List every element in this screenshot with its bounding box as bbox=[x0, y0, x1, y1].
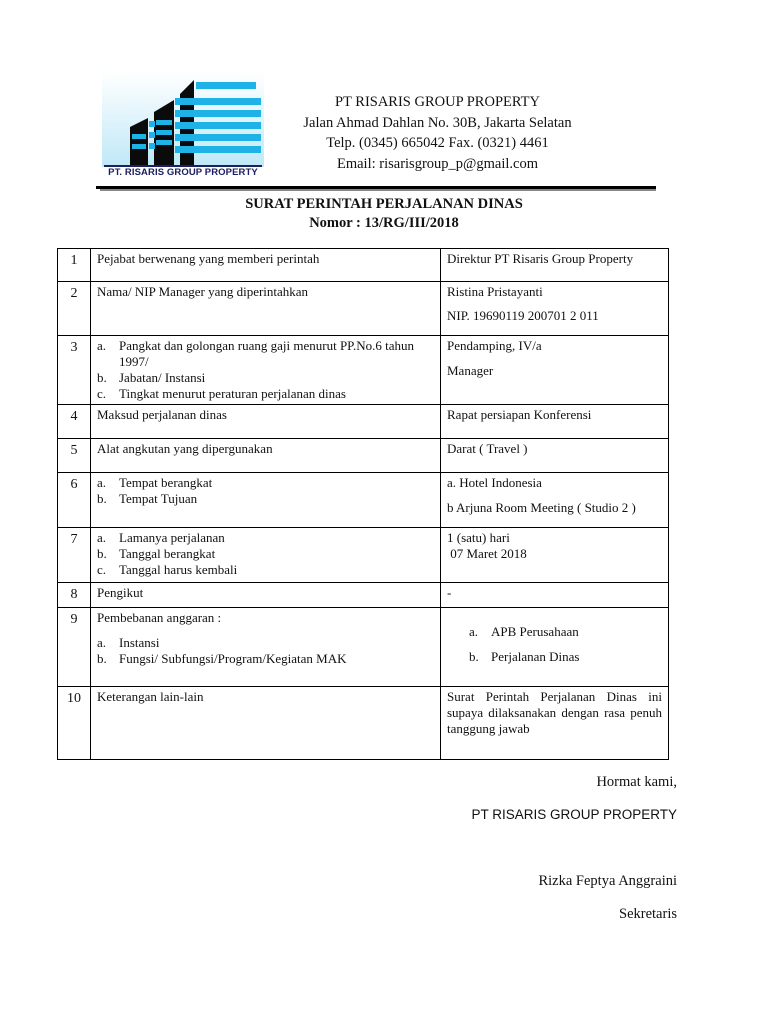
table-row bbox=[58, 439, 669, 473]
list-item bbox=[469, 624, 662, 640]
list-item bbox=[97, 370, 434, 386]
travel-order-table bbox=[57, 248, 669, 760]
list-marker: b. bbox=[97, 546, 107, 561]
row-number: 3 bbox=[58, 336, 91, 405]
table-row bbox=[58, 336, 669, 405]
logo-text: PT. RISARIS GROUP PROPERTY bbox=[108, 167, 258, 178]
list-item bbox=[97, 530, 434, 546]
list-marker: b. bbox=[97, 370, 107, 385]
row-number: 1 bbox=[58, 249, 91, 282]
closing-salutation: Hormat kami, bbox=[596, 774, 677, 790]
employee-name: Ristina Pristayanti bbox=[447, 284, 543, 299]
list-item bbox=[97, 562, 434, 578]
list-item bbox=[97, 475, 434, 491]
list-text: Tanggal berangkat bbox=[119, 546, 216, 561]
departure-date: 07 Maret 2018 bbox=[447, 546, 527, 561]
row-label bbox=[91, 528, 441, 583]
list-text: Tingkat menurut peraturan perjalanan dinas bbox=[119, 386, 346, 401]
list-text: Pangkat dan golongan ruang gaji menurut PP.No.6 tahun 1997/ bbox=[119, 338, 414, 369]
list-marker: a. bbox=[97, 530, 107, 545]
table-row bbox=[58, 583, 669, 608]
signer-name: Rizka Feptya Anggraini bbox=[538, 873, 677, 889]
list-marker: b. bbox=[97, 491, 107, 506]
table-row bbox=[58, 405, 669, 439]
row-value: Surat Perintah Perjalanan Dinas ini supaya dilaksanakan dengan rasa penuh tanggung jawab bbox=[441, 687, 669, 760]
rank-value: Pendamping, IV/a bbox=[447, 338, 542, 353]
duration-value: 1 (satu) hari bbox=[447, 530, 510, 545]
company-logo bbox=[102, 72, 264, 182]
row-label: Maksud perjalanan dinas bbox=[91, 405, 441, 439]
row-label: Pengikut bbox=[91, 583, 441, 608]
list-text: Jabatan/ Instansi bbox=[119, 370, 206, 385]
table-row bbox=[58, 687, 669, 760]
table-row bbox=[58, 473, 669, 528]
table-row bbox=[58, 249, 669, 282]
list-text: Perjalanan Dinas bbox=[491, 649, 580, 664]
list-text: Tempat Tujuan bbox=[119, 491, 198, 506]
table-row bbox=[58, 608, 669, 687]
company-address: Jalan Ahmad Dahlan No. 30B, Jakarta Selatan bbox=[303, 114, 572, 131]
row-value bbox=[441, 336, 669, 405]
list-item bbox=[97, 635, 434, 651]
table-row bbox=[58, 282, 669, 336]
list-text: APB Perusahaan bbox=[491, 624, 579, 639]
list-item bbox=[97, 338, 434, 370]
row-label bbox=[91, 336, 441, 405]
list-marker: b. bbox=[97, 651, 107, 666]
row-number: 9 bbox=[58, 608, 91, 687]
row-number: 7 bbox=[58, 528, 91, 583]
list-item bbox=[469, 649, 662, 665]
document-title: SURAT PERINTAH PERJALANAN DINAS bbox=[245, 196, 523, 212]
row-value bbox=[441, 608, 669, 687]
list-marker: b. bbox=[469, 649, 479, 664]
list-text: Lamanya perjalanan bbox=[119, 530, 225, 545]
row-value: Direktur PT Risaris Group Property bbox=[441, 249, 669, 282]
row-value: Rapat persiapan Konferensi bbox=[441, 405, 669, 439]
list-marker: a. bbox=[97, 475, 107, 490]
list-text: Fungsi/ Subfungsi/Program/Kegiatan MAK bbox=[119, 651, 347, 666]
row-number: 10 bbox=[58, 687, 91, 760]
signer-position: Sekretaris bbox=[619, 906, 677, 922]
list-text: Tanggal harus kembali bbox=[119, 562, 238, 577]
list-item bbox=[97, 386, 434, 402]
list-item bbox=[97, 546, 434, 562]
row-label bbox=[91, 473, 441, 528]
list-marker: a. bbox=[97, 635, 107, 650]
row-value bbox=[441, 528, 669, 583]
employee-nip: NIP. 19690119 200701 2 011 bbox=[447, 308, 599, 323]
row-label: Keterangan lain-lain bbox=[91, 687, 441, 760]
row-value bbox=[441, 282, 669, 336]
table-row bbox=[58, 528, 669, 583]
building-logo-graphic bbox=[102, 72, 264, 167]
company-phone: Telp. (0345) 665042 Fax. (0321) 4461 bbox=[326, 135, 549, 151]
row-number: 6 bbox=[58, 473, 91, 528]
list-marker: a. bbox=[97, 338, 107, 353]
list-marker: c. bbox=[97, 562, 107, 577]
list-marker: a. bbox=[469, 624, 479, 639]
list-item bbox=[97, 651, 434, 667]
letterhead-rule-shadow bbox=[100, 189, 656, 191]
destination-place: b Arjuna Room Meeting ( Studio 2 ) bbox=[447, 500, 636, 515]
row-label: Nama/ NIP Manager yang diperintahkan bbox=[91, 282, 441, 336]
row-number: 2 bbox=[58, 282, 91, 336]
row-value: - bbox=[441, 583, 669, 608]
row-number: 8 bbox=[58, 583, 91, 608]
row-label bbox=[91, 608, 441, 687]
row-value bbox=[441, 473, 669, 528]
letterhead bbox=[270, 92, 605, 174]
list-text: Instansi bbox=[119, 635, 160, 650]
row-value: Darat ( Travel ) bbox=[441, 439, 669, 473]
document-number: Nomor : 13/RG/III/2018 bbox=[309, 215, 459, 231]
row-number: 5 bbox=[58, 439, 91, 473]
row-label: Pejabat berwenang yang memberi perintah bbox=[91, 249, 441, 282]
budget-label: Pembebanan anggaran : bbox=[97, 610, 222, 625]
signature-company: PT RISARIS GROUP PROPERTY bbox=[471, 807, 677, 822]
company-name: PT RISARIS GROUP PROPERTY bbox=[334, 94, 540, 110]
list-text: Tempat berangkat bbox=[119, 475, 213, 490]
row-number: 4 bbox=[58, 405, 91, 439]
list-marker: c. bbox=[97, 386, 107, 401]
list-item bbox=[97, 491, 434, 507]
row-label: Alat angkutan yang dipergunakan bbox=[91, 439, 441, 473]
company-email: Email: risarisgroup_p@gmail.com bbox=[336, 155, 538, 172]
departure-place: a. Hotel Indonesia bbox=[447, 475, 542, 490]
position-value: Manager bbox=[447, 363, 494, 378]
